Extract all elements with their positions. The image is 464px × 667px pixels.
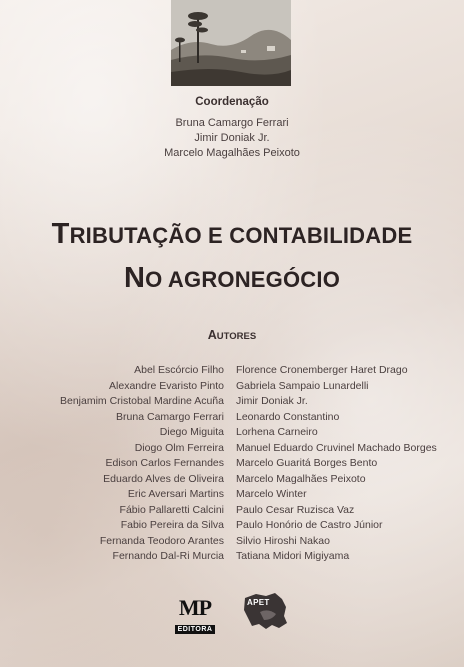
coordinator-name: Bruna Camargo Ferrari	[175, 117, 289, 129]
mp-logo-subtext: EDITORA	[175, 625, 216, 634]
author-name: Manuel Eduardo Cruvinel Machado Borges	[236, 441, 437, 454]
author-name: Florence Cronemberger Haret Drago	[236, 364, 408, 376]
mp-editora-logo	[170, 595, 220, 633]
author-name: Marcelo Winter	[236, 488, 307, 500]
author-name: Paulo Honório de Castro Júnior	[236, 519, 383, 531]
author-name: Fabio Pereira da Silva	[120, 519, 224, 531]
author-name: Abel Escórcio Filho	[134, 364, 224, 376]
coordinator-name: Marcelo Magalhães Peixoto	[164, 147, 300, 159]
author-name: Lorhena Carneiro	[236, 426, 318, 438]
author-name: Marcelo Magalhães Peixoto	[236, 472, 366, 485]
apet-logo-text: APET	[247, 598, 270, 607]
coordination-label: Coordenação	[195, 96, 269, 108]
author-name: Fernanda Teodoro Arantes	[99, 534, 224, 547]
authors-column-right	[236, 363, 461, 565]
mp-logo-text: MP	[178, 595, 212, 620]
author-name: Benjamim Cristobal Mardine Acuña	[60, 395, 224, 407]
author-name: Diego Miguita	[159, 426, 224, 438]
author-name: Paulo Cesar Ruzisca Vaz	[236, 503, 355, 516]
author-name: Fábio Pallaretti Calcini	[119, 503, 224, 516]
landscape-photo-icon	[171, 0, 291, 86]
author-name: Gabriela Sampaio Lunardelli	[236, 379, 369, 392]
author-name: Alexandre Evaristo Pinto	[109, 379, 224, 392]
author-name: Eduardo Alves de Oliveira	[103, 472, 224, 485]
author-name: Silvio Hiroshi Nakao	[236, 534, 330, 547]
author-name: Fernando Dal-Ri Murcia	[112, 550, 224, 562]
book-title-line-1: TRIBUTAÇÃO E CONTABILIDADE	[51, 218, 413, 250]
authors-heading: AUTORES	[207, 328, 257, 342]
coordinator-name: Jimir Doniak Jr.	[194, 132, 270, 144]
authors-column-left	[0, 363, 224, 565]
author-name: Bruna Camargo Ferrari	[116, 410, 224, 423]
author-name: Jimir Doniak Jr.	[236, 395, 308, 407]
book-title-line-2: NO AGRONEGÓCIO	[123, 262, 341, 294]
author-name: Eric Aversari Martins	[127, 488, 224, 500]
author-name: Edison Carlos Fernandes	[105, 457, 224, 469]
author-name: Leonardo Constantino	[236, 410, 340, 423]
author-name: Tatiana Midori Migiyama	[236, 550, 350, 562]
state-map-icon	[242, 590, 290, 632]
apet-logo	[242, 590, 290, 632]
author-name: Marcelo Guaritá Borges Bento	[236, 457, 378, 469]
author-name: Diogo Olm Ferreira	[134, 441, 224, 454]
